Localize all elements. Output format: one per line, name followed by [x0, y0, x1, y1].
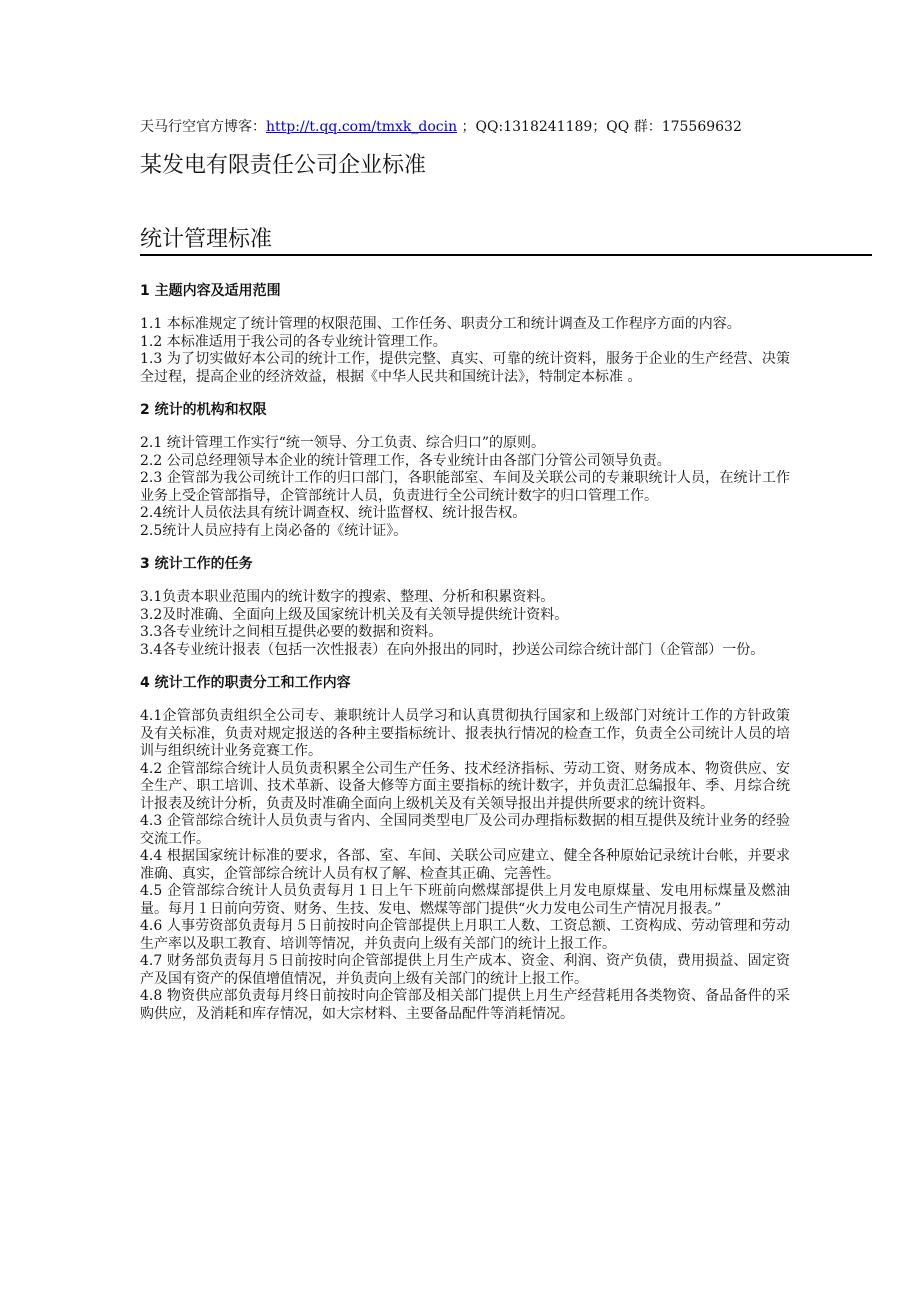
clause: 4.3 企管部综合统计人员负责与省内、全国同类型电厂及公司办理指标数据的相互提供及统计业务的经验交流工作。	[140, 813, 790, 847]
clause: 4.1企管部负责组织全公司专、兼职统计人员学习和认真贯彻执行国家和上级部门对统计工作的方针政策及有关标准，负责对规定报送的各种主要指标统计、报表执行情况的检查工作，负责全公司统计人员的培训与组织统计业务竞赛工作。	[140, 708, 790, 759]
document-title: 某发电有限责任公司企业标准	[140, 153, 427, 178]
document-body	[140, 280, 790, 1023]
clause: 3.1负责本职业范围内的统计数字的搜索、整理、分析和积累资料。	[140, 589, 555, 605]
clause: 2.5统计人员应持有上岗必备的《统计证》。	[140, 522, 408, 539]
section	[140, 553, 790, 672]
title-rule	[140, 254, 872, 256]
section-heading: 3 统计工作的任务	[140, 556, 253, 572]
clause: 3.4各专业统计报表（包括一次性报表）在向外报出的同时，抄送公司综合统计部门（企管部）一份。	[140, 641, 765, 658]
clause: 4.4 根据国家统计标准的要求，各部、室、车间、关联公司应建立、健全各种原始记录统计台帐，并要求准确、真实，企管部综合统计人员有权了解、检查其正确、完善性。	[140, 848, 790, 882]
clause: 4.8 物资供应部负责每月终日前按时向企管部及相关部门提供上月生产经营耗用各类物资、备品备件的采购供应，及消耗和库存情况，如大宗材料、主要备品配件等消耗情况。	[140, 988, 790, 1022]
clause: 2.1 统计管理工作实行“统一领导、分工负责、综合归口”的原则。	[140, 435, 546, 451]
header-prefix: 天马行空官方博客：	[140, 119, 266, 135]
header-suffix: ；QQ:1318241189；QQ 群：175569632	[457, 119, 742, 135]
clause: 4.7 财务部负责每月５日前按时向企管部提供上月生产成本、资金、利润、资产负债，费用损益、固定资产及国有资产的保值增值情况，并负责向上级有关部门的统计上报工作。	[140, 953, 790, 987]
section	[140, 399, 790, 553]
section	[140, 280, 790, 399]
section-heading: 2 统计的机构和权限	[140, 402, 267, 418]
clause: 4.2 企管部综合统计人员负责积累全公司生产任务、技术经济指标、劳动工资、财务成本、物资供应、安全生产、职工培训、技术革新、设备大修等方面主要指标的统计数字，并负责汇总编报年、季、月综合统计报表及统计分析，负责及时准确全面向上级机关及有关领导报出并提供所要求的统计资料。	[140, 760, 790, 812]
blog-link[interactable]: http://t.qq.com/tmxk_docin	[266, 119, 458, 135]
section-heading: 1 主题内容及适用范围	[140, 283, 281, 299]
clause: 3.2及时准确、全面向上级及国家统计机关及有关领导提供统计资料。	[140, 606, 569, 623]
section-heading: 4 统计工作的职责分工和工作内容	[140, 675, 351, 691]
document-subtitle: 统计管理标准	[140, 227, 273, 252]
blog-header	[140, 116, 742, 136]
section	[140, 672, 790, 1023]
clause: 1.3 为了切实做好本公司的统计工作，提供完整、真实、可靠的统计资料，服务于企业的生产经营、决策全过程，提高企业的经济效益，根据《中华人民共和国统计法》，特制定本标准 。	[140, 351, 790, 385]
clause: 3.3各专业统计之间相互提供必要的数据和资料。	[140, 624, 443, 640]
clause: 1.2 本标准适用于我公司的各专业统计管理工作。	[140, 333, 447, 350]
clause: 1.1 本标准规定了统计管理的权限范围、工作任务、职责分工和统计调查及工作程序方面的内容。	[140, 316, 741, 332]
clause: 4.5 企管部综合统计人员负责每月１日上午下班前向燃煤部提供上月发电原煤量、发电用标煤量及燃油量。每月１日前向劳资、财务、生技、发电、燃煤等部门提供“火力发电公司生产情况月报表。”	[140, 883, 790, 917]
clause: 4.6 人事劳资部负责每月５日前按时向企管部提供上月职工人数、工资总额、工资构成、劳动管理和劳动生产率以及职工教育、培训等情况，并负责向上级有关部门的统计上报工作。	[140, 918, 790, 952]
clause: 2.3 企管部为我公司统计工作的归口部门，各职能部室、车间及关联公司的专兼职统计人员，在统计工作业务上受企管部指导，企管部统计人员，负责进行全公司统计数字的归口管理工作。	[140, 470, 790, 504]
clause: 2.2 公司总经理领导本企业的统计管理工作，各专业统计由各部门分管公司领导负责。	[140, 452, 671, 469]
clause: 2.4统计人员依法具有统计调查权、统计监督权、统计报告权。	[140, 505, 527, 521]
